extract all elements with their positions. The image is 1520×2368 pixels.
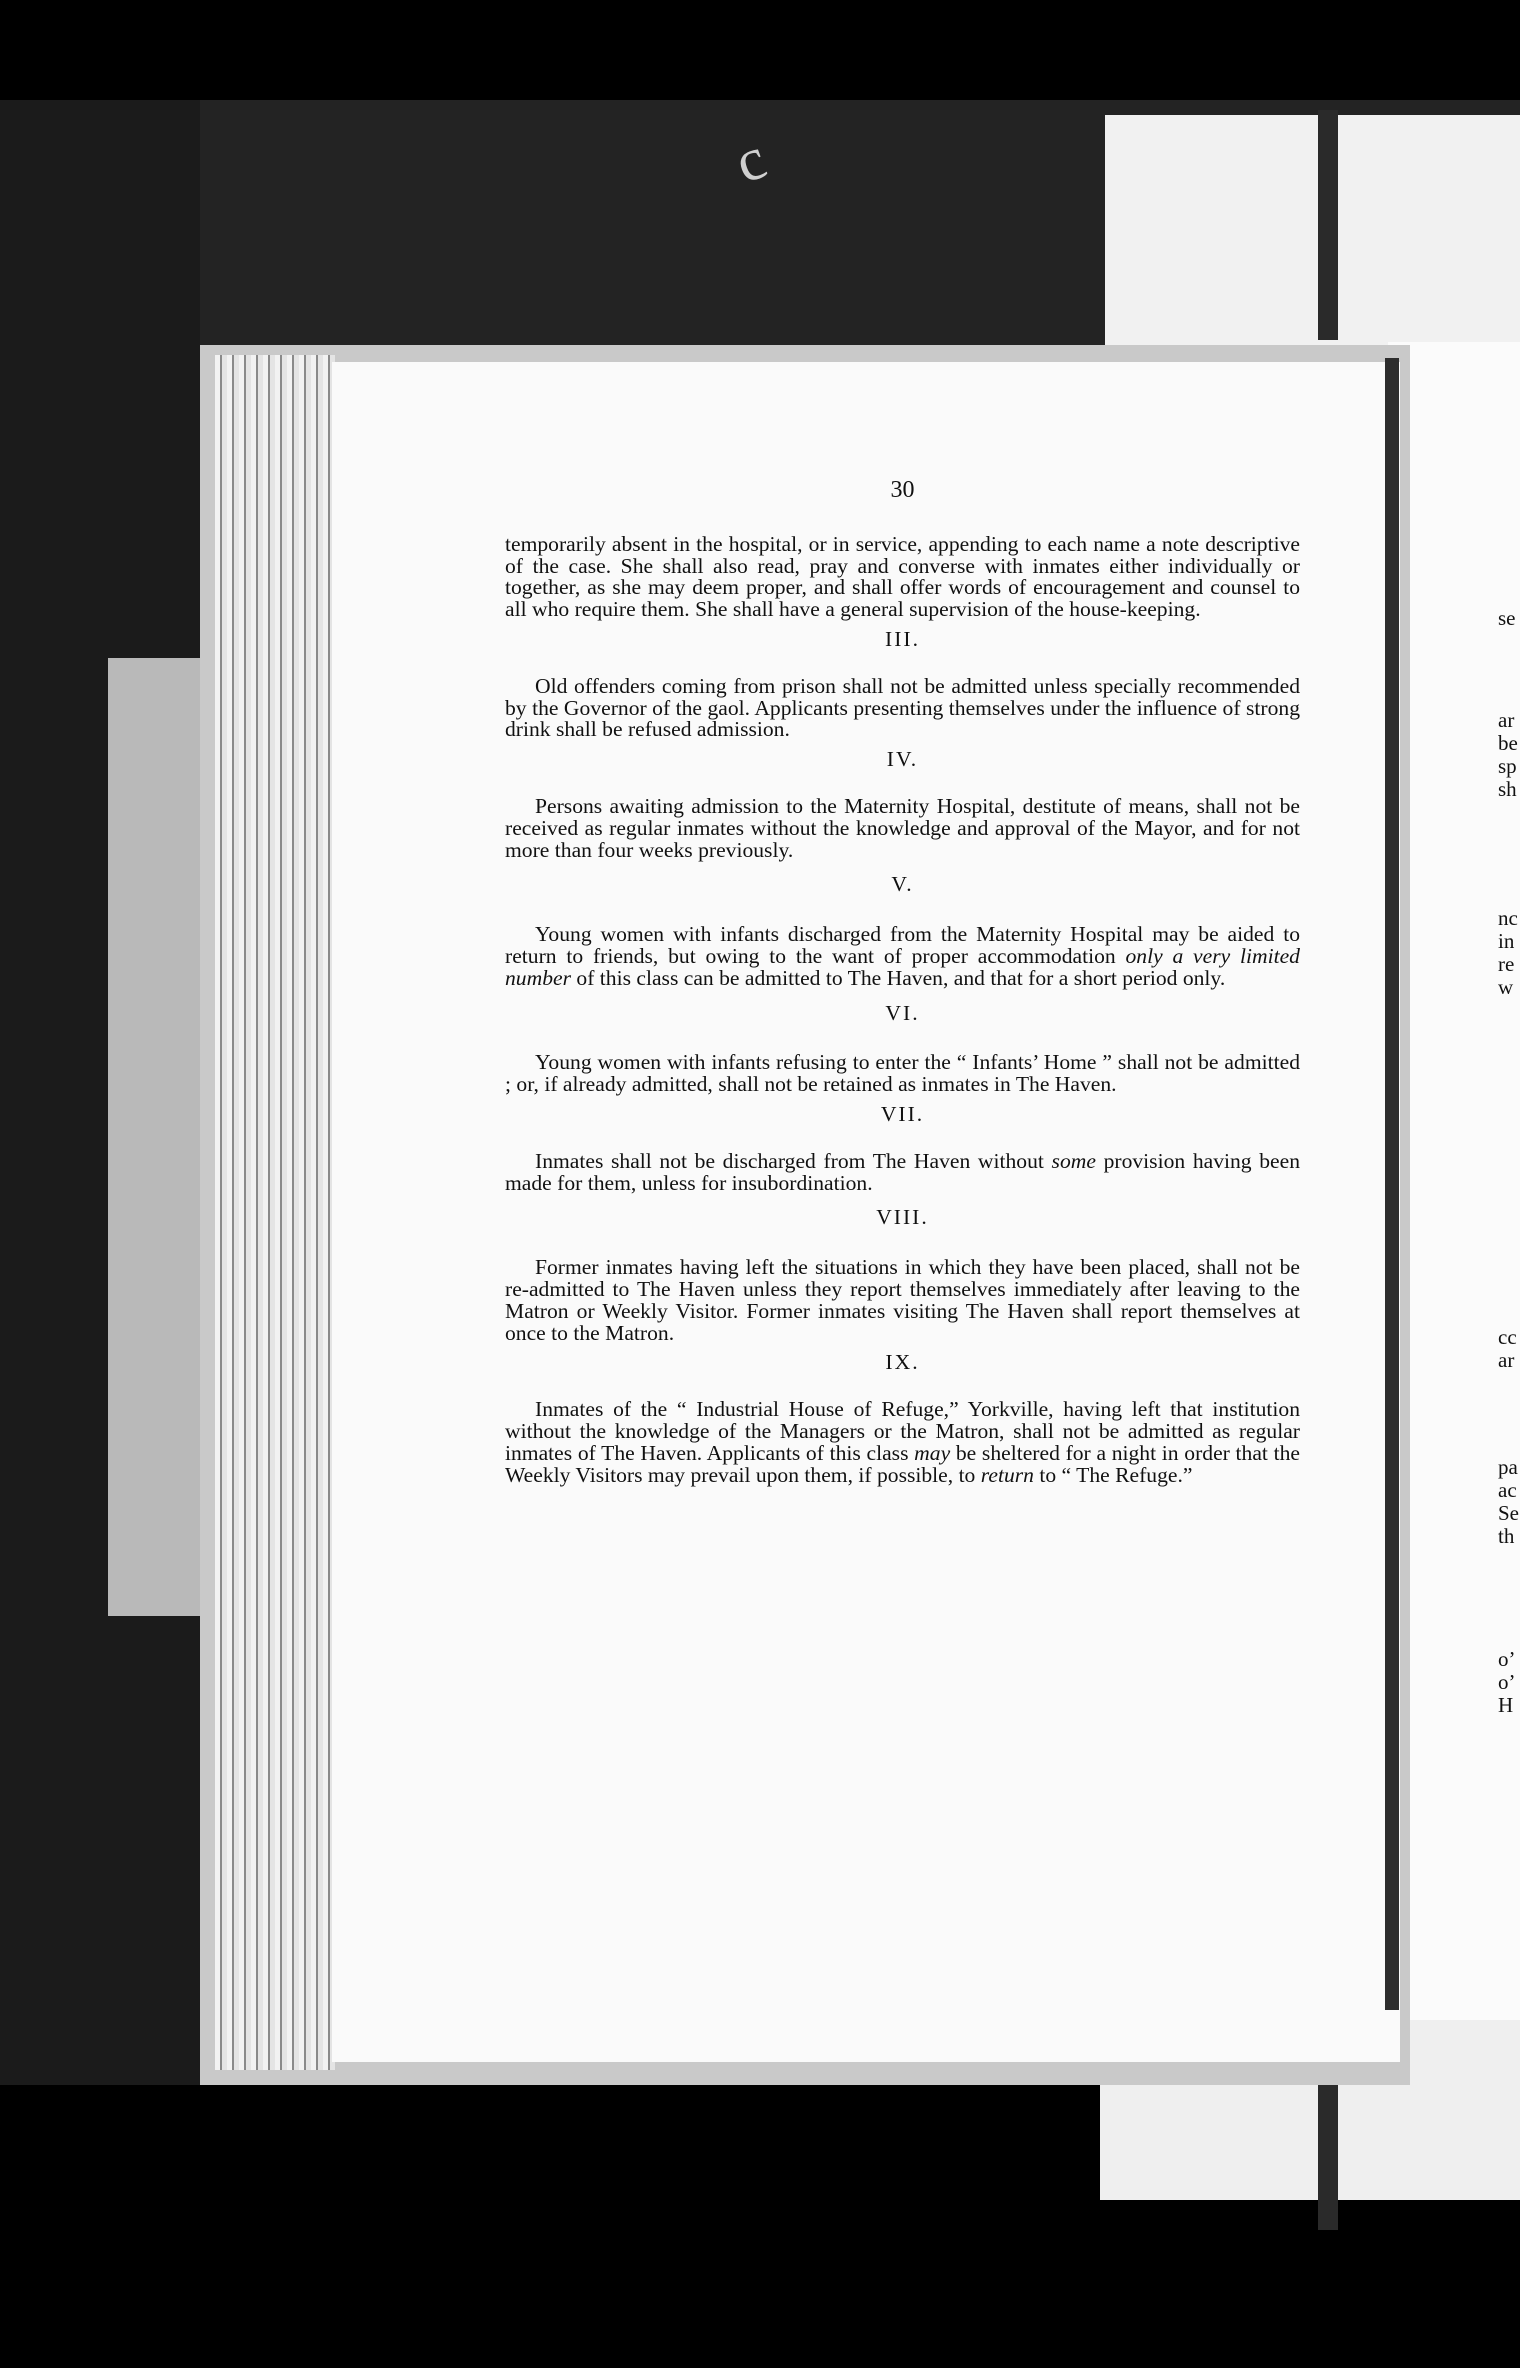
section-heading: IX. <box>885 1350 920 1375</box>
page-text <box>505 477 1300 1487</box>
text-run: Young women with infants discharged from the Maternity Hospital may be aided to return to friends, but owing to the want of proper accommodation <box>505 922 1300 968</box>
fragment: o’ <box>1498 1647 1516 1671</box>
right-top-paper-strip <box>1105 115 1520 355</box>
fragment: cc <box>1498 1325 1517 1349</box>
section-heading: IV. <box>886 747 919 772</box>
fragment: se <box>1498 606 1516 630</box>
text-run: to “ The Refuge.” <box>1039 1462 1193 1487</box>
binding-shadow-top <box>1318 110 1338 340</box>
fragment: pa <box>1498 1455 1518 1479</box>
section-paragraph <box>505 1148 1300 1195</box>
fragment: in <box>1498 929 1515 953</box>
scan-mark: c <box>726 124 775 196</box>
section-paragraph: Old offenders coming from prison shall not be admitted unless specially recommended by the Governor of the gaol. Applicants presenting themselves under the influence of strong drink shall be refused admission. <box>505 673 1300 742</box>
fragment: H <box>1498 1693 1514 1717</box>
fragment: be <box>1498 731 1518 755</box>
section-heading: V. <box>891 872 914 897</box>
text-run: provision having been made for them, unless for insubordination. <box>505 1148 1300 1195</box>
fragment: ar <box>1498 708 1515 732</box>
fragment: nc <box>1498 906 1518 930</box>
section-heading: VIII. <box>876 1205 929 1230</box>
italic-run: return <box>980 1462 1034 1487</box>
fragment: th <box>1498 1524 1515 1548</box>
fragment: sp <box>1498 754 1517 778</box>
text-run: of this class can be admitted to The Haven, and that for a short period only. <box>576 965 1226 990</box>
fragment: o’ <box>1498 1670 1516 1694</box>
section-paragraph <box>505 1399 1300 1486</box>
page-edges <box>215 355 335 2070</box>
fragment: ac <box>1498 1478 1517 1502</box>
section-heading: VI. <box>885 1000 920 1025</box>
italic-run: may <box>914 1440 951 1465</box>
page-fold-shadow <box>1385 358 1399 2010</box>
section-paragraph: Persons awaiting admission to the Maternity Hospital, destitute of means, shall not be received as regular inmates without the knowledge and approval of the Mayor, and for not more than four weeks previously. <box>505 793 1300 862</box>
section-heading: VII. <box>880 1101 925 1126</box>
fragment: w <box>1498 975 1514 999</box>
fragment: ar <box>1498 1348 1515 1372</box>
fragment: re <box>1498 952 1515 976</box>
fragment: Se <box>1498 1501 1519 1525</box>
text-run: be sheltered for a night in order that the Weekly Visitors may prevail upon them, if possible, to <box>505 1440 1300 1487</box>
text-run: Inmates shall not be discharged from The Haven without <box>535 1148 1044 1173</box>
section-paragraph: Young women with infants refusing to enter the “ Infants’ Home ” shall not be admitted ; or, if already admitted, shall not be retained as inmates in The Haven. <box>505 1050 1300 1097</box>
opening-paragraph: temporarily absent in the hospital, or in service, appending to each name a note descriptive of the case. She shall also read, pray and converse with inmates either individually or together, as she may deem proper, and shall offer words of encouragement and counsel to all who require them. She shall have a general supervision of the house-keeping. <box>505 531 1300 622</box>
section-paragraph <box>505 924 1300 989</box>
section-paragraph: Former inmates having left the situations in which they have been placed, shall not be re-admitted to The Haven unless they report themselves immediately after leaving to the Matron or Weekly Visitor. Former inmates visiting The Haven shall report themselves at once to the Matron. <box>505 1255 1300 1345</box>
section-heading: III. <box>885 626 920 651</box>
italic-run: only a very limited number <box>505 943 1300 990</box>
italic-run: some <box>1051 1148 1096 1173</box>
fragment: sh <box>1498 777 1517 801</box>
text-run: Inmates of the “ Industrial House of Refuge,” Yorkville, having left that institution without the knowledge of the Managers or the Matron, shall not be admitted as regular inmates of The Haven. Applicants of this class <box>505 1397 1300 1465</box>
page-number: 30 <box>890 477 915 503</box>
